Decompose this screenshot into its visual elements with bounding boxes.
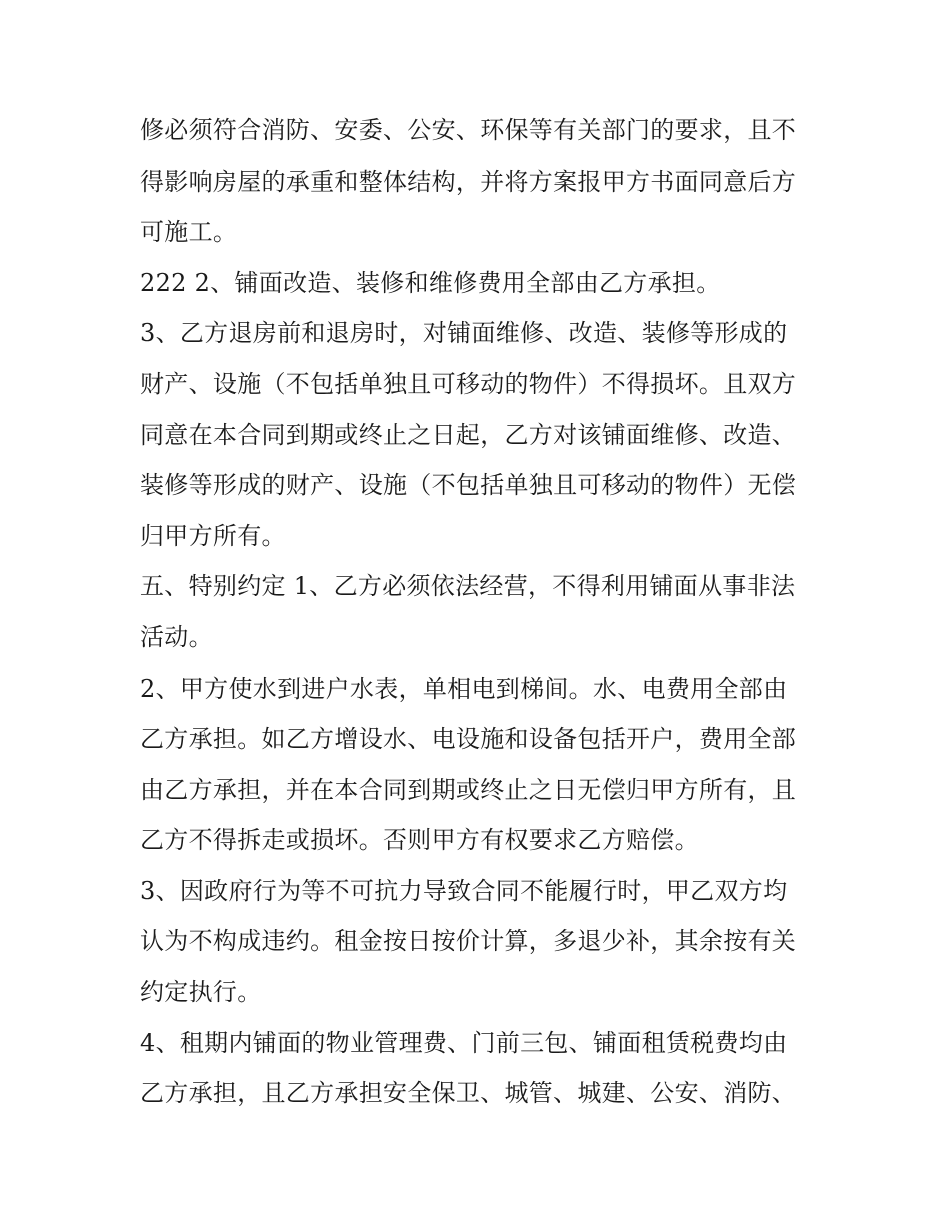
text-line: 约定执行。 bbox=[140, 978, 262, 1006]
text-line: 财产、设施（不包括单独且可移动的物件）不得损坏。且双方 bbox=[140, 370, 797, 398]
text-line: 认为不构成违约。租金按日按价计算，多退少补，其余按有关 bbox=[140, 927, 797, 955]
text-line: 4、租期内铺面的物业管理费、门前三包、铺面租赁税费均由 bbox=[140, 1029, 788, 1057]
text-line: 五、特别约定 1、乙方必须依法经营，不得利用铺面从事非法 bbox=[140, 572, 796, 600]
text-line: 装修等形成的财产、设施（不包括单独且可移动的物件）无偿 bbox=[140, 471, 797, 499]
text-line: 乙方承担。如乙方增设水、电设施和设备包括开户，费用全部 bbox=[140, 725, 797, 753]
text-line: 3、乙方退房前和退房时，对铺面维修、改造、装修等形成的 bbox=[140, 319, 788, 347]
text-line: 乙方不得拆走或损坏。否则甲方有权要求乙方赔偿。 bbox=[140, 826, 699, 854]
text-line: 归甲方所有。 bbox=[140, 522, 286, 550]
text-line: 同意在本合同到期或终止之日起，乙方对该铺面维修、改造、 bbox=[140, 421, 797, 449]
text-line: 2、甲方使水到进户水表，单相电到梯间。水、电费用全部由 bbox=[140, 675, 788, 703]
text-line: 修必须符合消防、安委、公安、环保等有关部门的要求，且不 bbox=[140, 116, 797, 144]
text-line: 得影响房屋的承重和整体结构，并将方案报甲方书面同意后方 bbox=[140, 168, 797, 196]
text-line: 222 2、铺面改造、装修和维修费用全部由乙方承担。 bbox=[140, 269, 721, 297]
text-line: 活动。 bbox=[140, 623, 213, 651]
text-line: 可施工。 bbox=[140, 218, 238, 246]
text-line: 由乙方承担，并在本合同到期或终止之日无偿归甲方所有，且 bbox=[140, 776, 797, 804]
text-line: 乙方承担，且乙方承担安全保卫、城管、城建、公安、消防、 bbox=[140, 1079, 797, 1107]
text-line: 3、因政府行为等不可抗力导致合同不能履行时，甲乙双方均 bbox=[140, 877, 788, 905]
